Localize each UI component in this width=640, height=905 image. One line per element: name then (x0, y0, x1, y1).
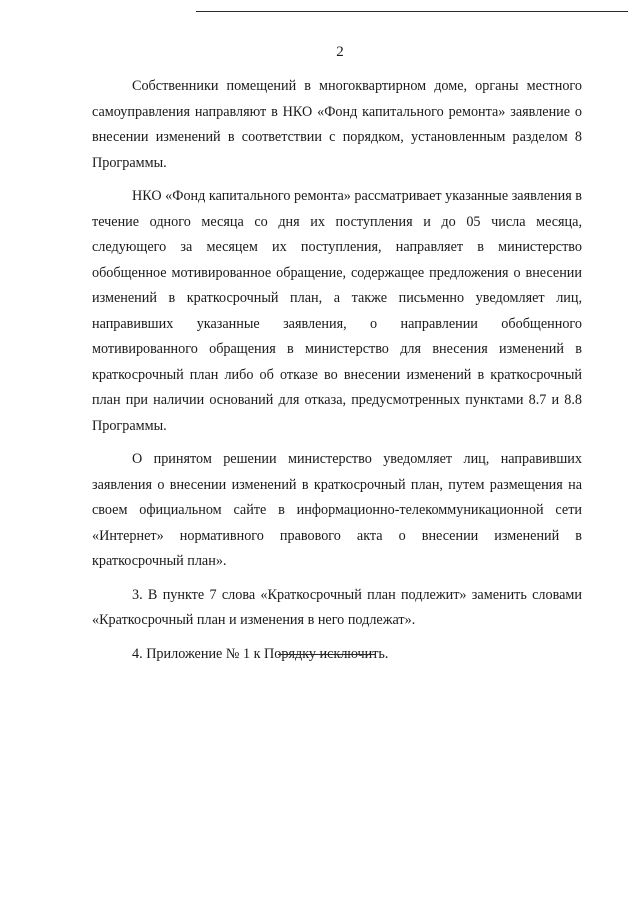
header-rule (196, 11, 628, 12)
page-number: 2 (336, 44, 344, 60)
document-body (92, 74, 582, 675)
paragraph-owners-application: Собственники помещений в многоквартирном доме, органы местного самоуправления направляют в НКО «Фонд капитального ремонта» заявление о внесении изменений в соответствии с порядком, установленным разделом 8 Программы. (92, 78, 582, 171)
paragraph-ministry-decision: О принятом решении министерство уведомляет лиц, направивших заявления о внесении изменений в краткосрочный план, путем размещения на своем официальном сайте в информационно-телекоммуникационной сети «Интернет» нормативного правового акта о внесении изменений в краткосрочный план». (92, 451, 582, 569)
paragraph-item-4: 4. Приложение № 1 к Порядку исключить. (132, 645, 389, 662)
end-rule (278, 654, 376, 655)
paragraph-item-3: 3. В пункте 7 слова «Краткосрочный план подлежит» заменить словами «Краткосрочный план и изменения в него подлежат». (92, 586, 582, 628)
paragraph-fund-review: НКО «Фонд капитального ремонта» рассматривает указанные заявления в течение одного месяца со дня их поступления и до 05 числа месяца, следующего за месяцем их поступления, направляет в министерство обобщенное мотивированное обращение, содержащее предложения о внесении изменений в краткосрочный план, а также письменно уведомляет лиц, направивших указанные заявления, о направлении обобщенного мотивированного обращения в министерство для внесения изменений в краткосрочный план либо об отказе во внесении изменений в краткосрочный план при наличии оснований для отказа, предусмотренных пунктами 8.7 и 8.8 Программы. (92, 188, 582, 434)
